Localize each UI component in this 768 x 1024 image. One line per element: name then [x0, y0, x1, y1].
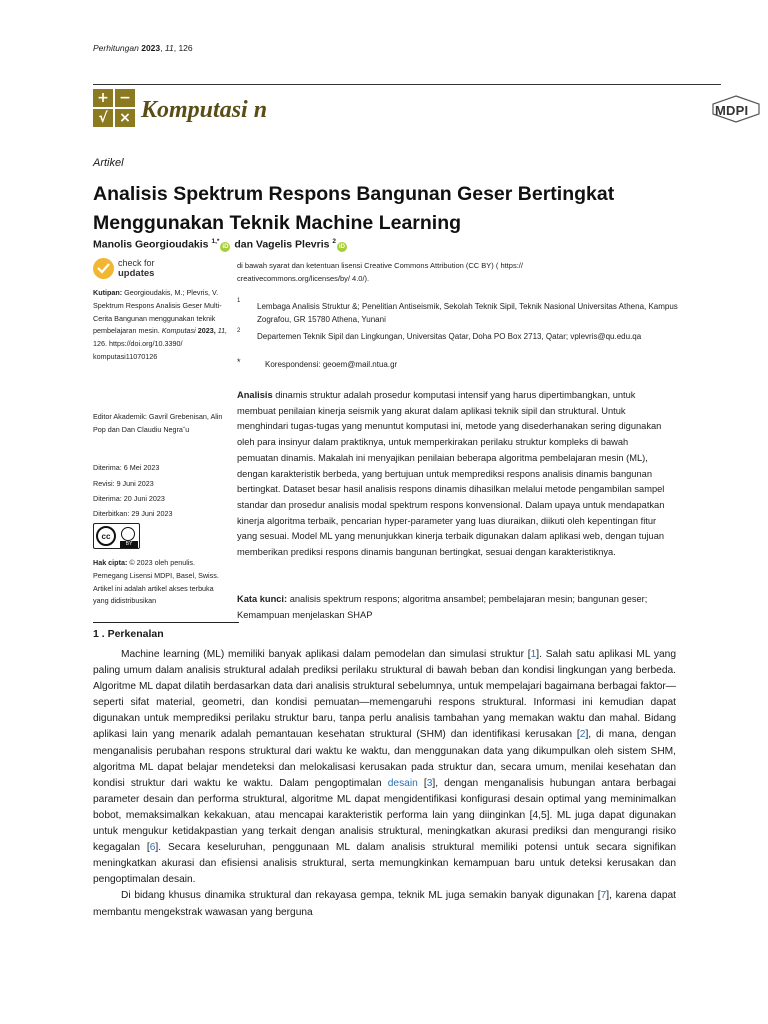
article-title: Analisis Spektrum Respons Bangunan Geser Bertingkat Menggunakan Teknik Machine Learning — [93, 183, 615, 234]
citation-link[interactable]: 2 — [579, 729, 586, 741]
paragraph: Machine learning (ML) memiliki banyak aplikasi dalam pemodelan dan simulasi struktur [1]. Salah satu aplikasi ML yang paling umum dalam analisis struktural adalah prediksi perilaku struktural di bawah beban dan kondisi lingkungan yang berbeda. Algoritme ML dapat dilatih berdasarkan data dari analisis struktural sebelumnya, untuk mempelajari bagaimana berbagai faktor—seperti sifat material, geometri, dan kondisi pemuatan—memengaruhi respons struktural. Informasi ini kemudian dapat digunakan untuk memprediksi perilaku struktur baru, tanpa perlu analisis tambahan yang memakan waktu dan mahal. Bidang aplikasi lain yang menarik adalah pemantauan kesehatan struktural (SHM) dan identifikasi kerusakan [2], di mana, dengan menganalisis perubahan respons struktural dari waktu ke waktu, dan menggunakan data yang dikumpulkan oleh sistem SHM, algoritma ML dapat belajar mendeteksi dan melokalisasi kerusakan pada struktur dan, secara umum, menilai kesehatan dan kondisi struktur dari waktu ke waktu. Dalam pengoptimalan desain [3], dengan menganalisis hubungan antara berbagai parameter desain dan performa struktural, algoritme ML dapat mengidentifikasi konfigurasi desain optimal yang meminimalkan bobot, memaksimalkan kekakuan, atau mencapai karakteristik performa lain yang diinginkan [4,5]. ML juga dapat digunakan untuk mengukur ketidakpastian yang terkait dengan analisis struktural, meningkatkan akurasi prediksi dan mengurangi risiko kegagalan [6]. Secara keseluruhan, penggunaan ML dalam analisis struktural memiliki potensi untuk secara signifikan meningkatkan akurasi dan efisiensi analisis struktural, serta memungkinkan kemampuan baru untuk deteksi kerusakan dan pengoptimalan desain. — [93, 649, 677, 886]
journal-name: Komputasi n — [141, 97, 268, 123]
cc-by-license-icon[interactable]: cc BY — [93, 523, 140, 549]
paragraph: Di bidang khusus dinamika struktural dan rekayasa gempa, teknik ML juga semakin banyak digunakan [7], karena dapat membantu mengekstrak wawasan yang berguna — [93, 890, 676, 918]
accepted-date: Diterima: 20 Juni 2023 — [93, 494, 165, 503]
journal-logo-icon: + − √ × — [93, 89, 135, 127]
article-type: Artikel — [93, 157, 124, 169]
orcid-icon[interactable]: iD — [222, 243, 229, 250]
glossary-link[interactable]: desain — [387, 777, 418, 789]
received-date: Diterima: 6 Mei 2023 — [93, 463, 160, 472]
citation-link[interactable]: 1 — [530, 649, 537, 660]
keywords: Kata kunci: analisis spektrum respons; algoritma ansambel; pembelajaran mesin; bangunan geser; Kemampuan menjelaskan SHAP — [237, 594, 648, 620]
journal-citation-header: Perhitungan 2023, 11, 126 — [93, 43, 193, 53]
author-list: Manolis Georgioudakis $^{1,*}$iD dan Vagelis Plevris $^2$iD — [93, 238, 346, 251]
abstract: Analisis dinamis struktur adalah prosedur komputasi intensif yang harus dipertimbangkan, untuk membuat penilaian kinerja seismik yang akurat dalam aplikasi teknik sipil dan struktural. Untuk menghindari tugas-tugas yang menuntut komputasi ini, metode yang disederhanakan sering digunakan oleh para insinyur dalam praktiknya, untuk memperkirakan perilaku struktur kompleks di bawah pemuatan dinamis. Makalah ini menyajikan penilaian beberapa algoritma pembelajaran mesin (ML), dengan karakteristik berbeda, yang bertujuan untuk memprediksi respons analisis dinamis bangunan bertingkat. Dataset besar hasil analisis respons dinamis dihasilkan melalui metode pengambilan sampel standar dan prosedur analisis modal spektrum respons konvensional. Dalam upaya untuk mendapatkan kinerja algoritma terbaik, pencarian hyper-parameter yang luas diuraikan, diikuti oleh kepentingan fitur yang sesuai. Model ML yang menunjukkan kinerja terbaik digunakan dalam aplikasi web, dengan tujuan memberikan prediksi respons dinamis bangunan bertingkat, sesuai dengan karakteristiknya. — [237, 390, 665, 558]
academic-editor: Editor Akademik: Gavril Grebenisan, Alin Pop dan Dan Claudiu Negra˘u — [93, 412, 223, 434]
citation-link[interactable]: 7 — [600, 890, 607, 902]
header-rule — [93, 84, 721, 85]
citation-block: Kutipan: Georgioudakis, M.; Plevris, V. Spektrum Respons Analisis Geser Multi-Cerita Bangunan menggunakan teknik pembelajaran mesin. Komputasi 2023, 11, 126. https://doi.org/10.3390/ komputasi11070126 — [93, 288, 228, 361]
doi-link[interactable]: 126. https://doi.org/10.3390/ komputasi11070126 — [93, 339, 183, 361]
section-title: 1 . Perkenalan — [93, 628, 164, 640]
license-note: di bawah syarat dan ketentuan lisensi Creative Commons Attribution (CC BY) ( https:// creativecommons.org/licenses/by/ 4.0/). — [237, 261, 523, 283]
citation-link[interactable]: 6 — [149, 842, 156, 854]
orcid-icon[interactable]: iD — [339, 243, 346, 250]
publisher-name: MDPI — [715, 103, 749, 118]
author-name[interactable]: dan Vagelis Plevris — [234, 238, 330, 251]
section-body — [93, 647, 676, 921]
check-for-updates-button[interactable]: check for updates — [93, 257, 213, 281]
mdpi-logo-icon — [711, 95, 761, 123]
copyright-notice: Hak cipta: © 2023 oleh penulis. Pemegang Lisensi MDPI, Basel, Swiss. Artikel ini adalah artikel akses terbuka yang didistribusikan — [93, 558, 219, 606]
revised-date: Revisi: 9 Juni 2023 — [93, 479, 154, 488]
author-name[interactable]: Manolis Georgioudakis — [93, 238, 209, 251]
section-rule — [93, 622, 239, 623]
published-date: Diterbitkan: 29 Juni 2023 — [93, 509, 173, 518]
citation-link[interactable]: 3 — [426, 777, 433, 789]
check-updates-icon — [93, 258, 114, 279]
